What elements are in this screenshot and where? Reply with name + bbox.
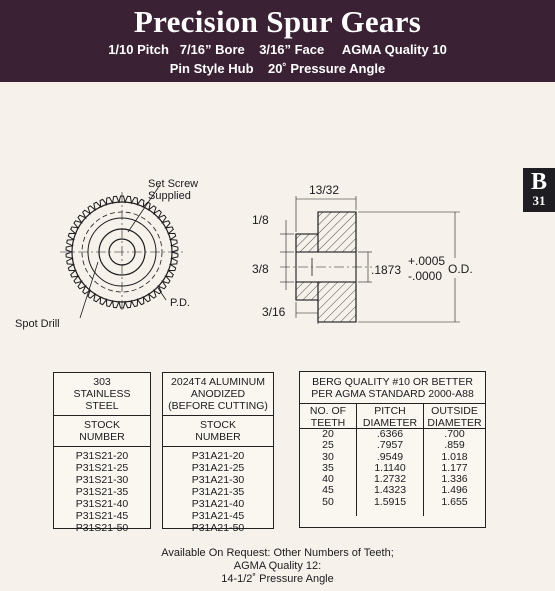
dim-3-16: 3/16 — [262, 305, 286, 319]
teeth-value: 50 — [322, 495, 334, 508]
stock-number: P31S21-25 — [75, 462, 129, 474]
aluminum-header: 2024T4 ALUMINUM ANODIZED (BEFORE CUTTING) — [163, 373, 273, 416]
pitch-diameter-value: .7957 — [376, 439, 404, 452]
quality-table — [299, 371, 486, 528]
outside-diameter-value: 1.496 — [441, 484, 468, 497]
outside-diameter-value: .859 — [444, 439, 465, 452]
pitch-column — [357, 404, 424, 516]
stock-number: P31S21-30 — [75, 474, 129, 486]
outside-column — [424, 404, 485, 516]
stainless-col-header: STOCK NUMBER — [54, 416, 150, 447]
teeth-value: 30 — [322, 450, 334, 463]
spec-line-1: 1/10 Pitch 7/16” Bore 3/16” Face AGMA Quality 10 — [108, 42, 447, 57]
pitch-diameter-value: 1.4323 — [373, 484, 407, 497]
outside-col-header: OUTSIDE DIAMETER — [424, 404, 485, 429]
spot-drill-label: Spot Drill — [15, 318, 60, 330]
note-line-3: 14-1/2˚ Pressure Angle — [221, 573, 334, 585]
section-letter: B — [530, 169, 547, 195]
pitch-diameter-value: .9549 — [376, 450, 404, 463]
aluminum-list — [163, 447, 273, 537]
page-number: 31 — [532, 193, 546, 208]
aluminum-col-header: STOCK NUMBER — [163, 416, 273, 447]
set-screw-label: Set Screw Supplied — [148, 178, 199, 202]
teeth-col-header: NO. OF TEETH — [300, 404, 356, 429]
gear-front-view — [60, 185, 185, 318]
stock-number: P31A21-30 — [191, 474, 245, 486]
note-line-2: AGMA Quality 12: — [233, 560, 322, 572]
stock-number: P31S21-50 — [75, 522, 129, 534]
stock-number: P31S21-45 — [75, 510, 129, 522]
tol-plus: +.0005 — [408, 254, 446, 268]
dim-3-8: 3/8 — [252, 262, 269, 276]
tol-minus: -.0000 — [408, 269, 443, 283]
dim-13-32: 13/32 — [309, 183, 340, 197]
pitch-col-header: PITCH DIAMETER — [357, 404, 423, 429]
teeth-value: 40 — [322, 473, 334, 486]
pitch-diameter-value: 1.1140 — [374, 461, 406, 474]
stock-number: P31A21-50 — [191, 522, 245, 534]
stock-number: P31A21-20 — [191, 450, 245, 462]
teeth-value: 45 — [322, 484, 334, 497]
aluminum-table — [162, 372, 274, 534]
outside-diameter-value: .700 — [444, 428, 465, 440]
teeth-value: 20 — [322, 428, 334, 440]
teeth-column — [300, 404, 357, 516]
gear-drawing — [0, 150, 555, 365]
outside-diameter-value: 1.336 — [441, 473, 468, 486]
outside-diameter-value: 1.018 — [441, 450, 468, 463]
pitch-diameter-label: P.D. — [170, 297, 190, 309]
note-line-1: Available On Request: Other Numbers of Teeth; — [161, 547, 394, 559]
outside-diameter-value: 1.655 — [441, 495, 468, 508]
page-title: Precision Spur Gears — [133, 4, 422, 39]
stainless-list — [54, 447, 150, 537]
stock-number: P31A21-25 — [191, 462, 245, 474]
pitch-diameter-value: 1.2732 — [373, 473, 407, 486]
spec-line-2: Pin Style Hub 20˚ Pressure Angle — [169, 61, 386, 76]
outside-diameter-value: 1.177 — [441, 461, 468, 474]
stainless-table — [53, 372, 151, 534]
pitch-diameter-value: .6366 — [376, 428, 404, 440]
stock-number: P31S21-40 — [75, 498, 129, 510]
od-label: O.D. — [448, 262, 473, 276]
quality-header: BERG QUALITY #10 OR BETTER PER AGMA STANDARD 2000-A88 — [300, 372, 485, 404]
pitch-diameter-value: 1.5915 — [373, 495, 407, 508]
stock-number: P31S21-35 — [75, 486, 129, 498]
teeth-value: 35 — [322, 461, 334, 474]
stock-number: P31A21-35 — [191, 486, 245, 498]
header-banner — [0, 0, 555, 82]
stock-number: P31A21-45 — [191, 510, 245, 522]
dim-1-8: 1/8 — [252, 213, 269, 227]
stainless-header: 303 STAINLESS STEEL — [54, 373, 150, 416]
dim-bore: .1873 — [371, 263, 402, 277]
stock-number: P31A21-40 — [191, 498, 245, 510]
stock-number: P31S21-20 — [75, 450, 129, 462]
teeth-value: 25 — [322, 439, 334, 452]
